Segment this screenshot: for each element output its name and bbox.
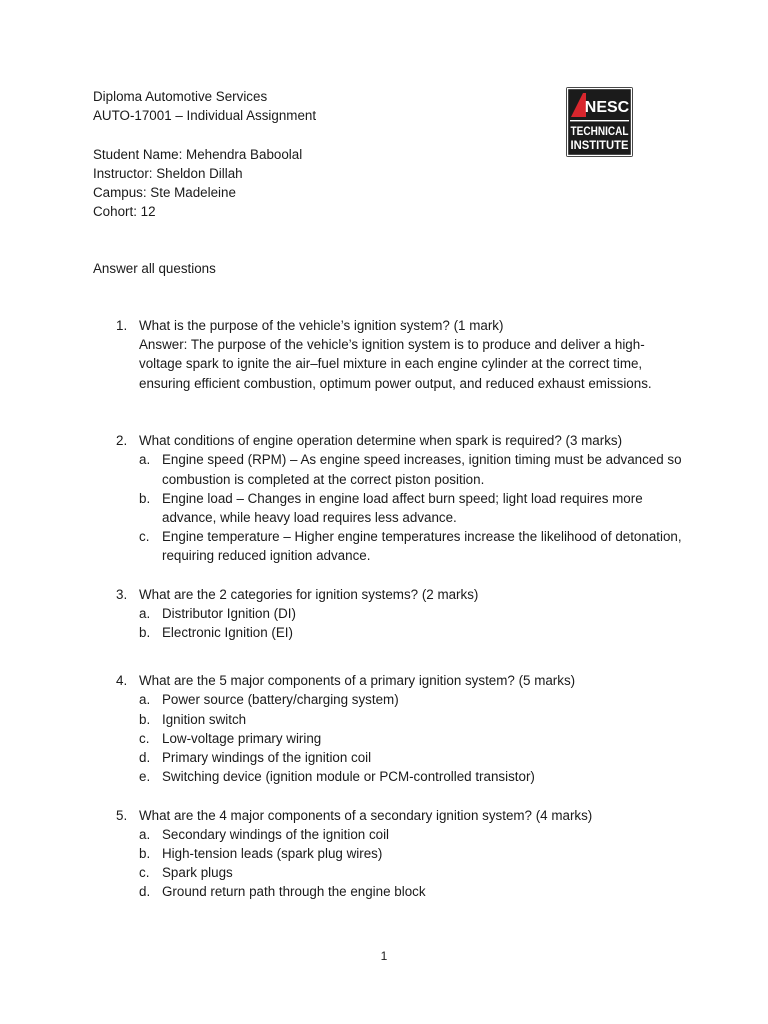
- answer-list: [139, 690, 683, 786]
- answer-item: [139, 489, 683, 527]
- answer-item-text: High-tension leads (spark plug wires): [162, 846, 383, 862]
- answer-item-text: Power source (battery/charging system): [162, 692, 399, 708]
- answer-list: [139, 450, 683, 565]
- answer-item-label: b.: [139, 625, 151, 641]
- answer-item-text: Engine load – Changes in engine load affect burn speed; light load requires more advance, while heavy load requires less advance.: [162, 490, 643, 526]
- answer-item-label: a.: [139, 606, 151, 622]
- answer-list: [139, 825, 683, 902]
- instructions: Answer all questions: [93, 261, 216, 276]
- course-title: AUTO-17001 – Individual Assignment: [93, 108, 317, 124]
- answer-item-label: b.: [139, 711, 151, 727]
- question-list: [93, 316, 683, 902]
- question-4: [93, 671, 683, 786]
- answer-item: [139, 604, 683, 623]
- answer-item-label: a.: [139, 452, 151, 468]
- answer-item: [139, 825, 683, 844]
- question-text: What are the 4 major components of a secondary ignition system? (4 marks): [139, 807, 593, 823]
- student-name: Student Name: Mehendra Baboolal: [93, 146, 303, 162]
- answer-item-label: b.: [139, 490, 151, 506]
- question-number: 1.: [116, 318, 128, 333]
- answer-item-label: a.: [139, 826, 151, 842]
- question-5: [93, 806, 683, 902]
- answer-item-label: c.: [139, 529, 150, 545]
- answer-item: [139, 882, 683, 901]
- answer-item-label: a.: [139, 692, 151, 708]
- answer-item-text: Switching device (ignition module or PCM-controlled transistor): [162, 769, 535, 785]
- question-number: 2.: [116, 433, 128, 449]
- answer-item-text: Engine temperature – Higher engine temperatures increase the likelihood of detonation, requiring reduced ignition advance.: [162, 529, 682, 564]
- answer-item: [139, 767, 683, 786]
- answer-item-label: d.: [139, 750, 151, 766]
- question-3: [93, 585, 683, 643]
- answer-item: [139, 450, 683, 488]
- svg-text:INSTITUTE: INSTITUTE: [570, 140, 629, 152]
- svg-text:TECHNICAL: TECHNICAL: [570, 126, 629, 138]
- instructor-name: Instructor: Sheldon Dillah: [93, 165, 243, 181]
- answer-item-label: c.: [139, 730, 150, 746]
- answer-item: [139, 863, 683, 882]
- answer-text: Answer: The purpose of the vehicle’s ignition system is to produce and deliver a high-voltage spark to ignite the air–fuel mixture in each engine cylinder at the correct time, ensuring efficient combustion, optimum power output, and reduced exhaust emissions.: [139, 337, 652, 391]
- answer-list: [139, 604, 683, 642]
- answer-item-text: Low-voltage primary wiring: [162, 730, 322, 746]
- question-number: 3.: [116, 586, 128, 602]
- question-text: What conditions of engine operation determine when spark is required? (3 marks): [139, 433, 623, 449]
- answer-item-text: Ground return path through the engine block: [162, 884, 426, 900]
- question-2: [93, 431, 683, 565]
- answer-item-text: Engine speed (RPM) – As engine speed increases, ignition timing must be advanced so combustion is completed at the correct piston position.: [162, 452, 682, 487]
- nesc-logo: [566, 87, 633, 157]
- answer-item-label: b.: [139, 846, 151, 862]
- answer-item-label: d.: [139, 884, 151, 900]
- program-name: Diploma Automotive Services: [93, 89, 268, 104]
- document-header: [93, 87, 513, 221]
- answer-item: [139, 623, 683, 642]
- answer-item: [139, 690, 683, 709]
- cohort-number: Cohort: 12: [93, 204, 156, 220]
- question-1: [93, 316, 683, 393]
- answer-item-label: c.: [139, 865, 150, 881]
- answer-item-label: e.: [139, 769, 151, 785]
- answer-item: [139, 710, 683, 729]
- question-number: 5.: [116, 807, 128, 823]
- question-number: 4.: [116, 673, 128, 689]
- answer-item-text: Electronic Ignition (EI): [162, 625, 293, 641]
- answer-item: [139, 844, 683, 863]
- question-text: What is the purpose of the vehicle’s ignition system? (1 mark): [139, 318, 504, 333]
- campus-name: Campus: Ste Madeleine: [93, 185, 236, 200]
- question-text: What are the 2 categories for ignition systems? (2 marks): [139, 586, 479, 602]
- svg-text:NESC: NESC: [584, 99, 630, 116]
- answer-item-text: Spark plugs: [162, 865, 233, 881]
- answer-item-text: Primary windings of the ignition coil: [162, 750, 372, 766]
- answer-item-text: Ignition switch: [162, 711, 247, 727]
- answer-item: [139, 729, 683, 748]
- page-number: 1: [380, 949, 388, 963]
- answer-item: [139, 527, 683, 565]
- answer-item-text: Secondary windings of the ignition coil: [162, 826, 390, 842]
- question-text: What are the 5 major components of a primary ignition system? (5 marks): [139, 673, 576, 689]
- answer-item: [139, 748, 683, 767]
- answer-item-text: Distributor Ignition (DI): [162, 606, 296, 622]
